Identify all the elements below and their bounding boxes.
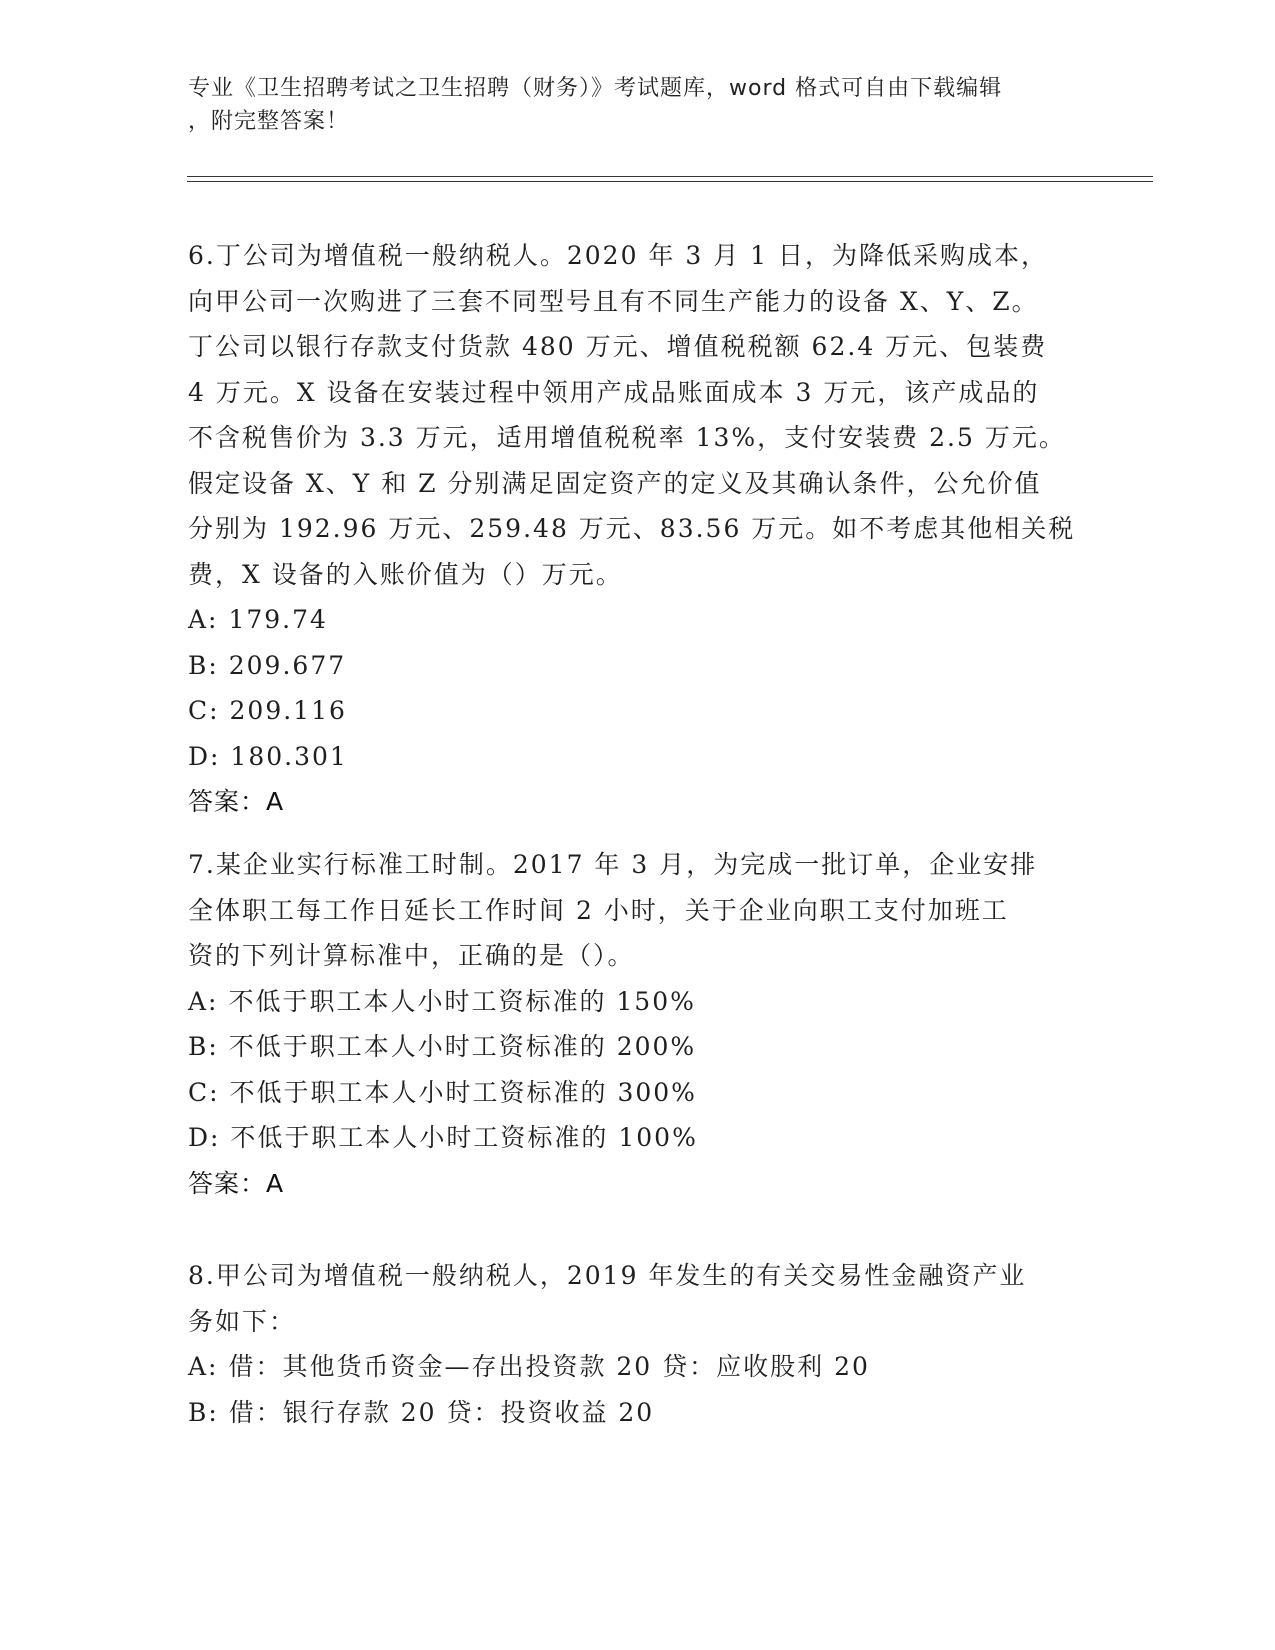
option-text: 借：银行存款 20 贷：投资收益 20 — [228, 1397, 655, 1427]
answer-line: 答案：A — [188, 1168, 285, 1198]
question-stem-line: 6.丁公司为增值税一般纳税人。2020 年 3 月 1 日，为降低采购成本， — [188, 241, 1049, 270]
header-divider-bottom — [187, 181, 1153, 182]
option-text: 180.301 — [230, 741, 348, 771]
option-text: 不低于职工本人小时工资标准的 150% — [228, 986, 696, 1016]
option-text: 不低于职工本人小时工资标准的 300% — [229, 1077, 697, 1107]
option-label: C: — [188, 696, 220, 725]
header-line-1: 专业《卫生招聘考试之卫生招聘（财务）》考试题库，word 格式可自由下载编辑 — [188, 76, 1003, 101]
question-stem-line: 不含税售价为 3.3 万元，适用增值税税率 13%，支付安装费 2.5 万元。 — [188, 423, 1066, 452]
option-label: A: — [188, 605, 219, 634]
option-text: 209.677 — [228, 650, 347, 680]
option-text: 179.74 — [228, 605, 328, 634]
option-c — [188, 688, 1088, 734]
option-text: 不低于职工本人小时工资标准的 100% — [230, 1123, 698, 1152]
question-stem-line: 8.甲公司为增值税一般纳税人，2019 年发生的有关交易性金融资产业 — [188, 1261, 1027, 1290]
option-d — [188, 1115, 1088, 1161]
option-label: D: — [188, 1123, 221, 1152]
question-stem-line: 4 万元。X 设备在安装过程中领用产成品账面成本 3 万元，该产成品的 — [188, 377, 1040, 407]
question-stem-line: 费，X 设备的入账价值为（）万元。 — [188, 559, 623, 589]
option-label: B: — [188, 1397, 219, 1427]
option-b — [188, 643, 1088, 689]
option-b — [188, 1390, 1088, 1436]
question-8 — [188, 1253, 1088, 1435]
question-stem-line: 全体职工每工作日延长工作时间 2 小时，关于企业向职工支付加班工 — [188, 895, 1009, 925]
option-text: 209.116 — [229, 696, 347, 725]
option-label: B: — [188, 650, 219, 680]
option-label: B: — [188, 1032, 219, 1061]
option-text: 不低于职工本人小时工资标准的 200% — [228, 1032, 697, 1061]
question-stem-line: 分别为 192.96 万元、259.48 万元、83.56 万元。如不考虑其他相关税 — [188, 514, 1076, 543]
option-text: 借：其他货币资金—存出投资款 20 贷：应收股利 20 — [228, 1352, 870, 1381]
option-a — [188, 597, 1088, 643]
question-7 — [188, 842, 1088, 1206]
question-stem-line: 向甲公司一次购进了三套不同型号且有不同生产能力的设备 X、Y、Z。 — [188, 286, 1039, 316]
option-d — [188, 734, 1088, 780]
header-divider-top — [187, 176, 1153, 177]
answer-line: 答案：A — [188, 787, 285, 816]
question-stem-line: 资的下列计算标准中，正确的是（）。 — [188, 941, 635, 970]
question-stem-line: 7.某企业实行标准工时制。2017 年 3 月，为完成一批订单，企业安排 — [188, 850, 1038, 879]
option-label: D: — [188, 741, 221, 771]
option-label: C: — [188, 1077, 220, 1107]
option-c — [188, 1070, 1088, 1116]
question-6 — [188, 233, 1088, 825]
option-label: A: — [188, 986, 219, 1016]
option-label: A: — [188, 1352, 219, 1381]
option-a — [188, 979, 1088, 1025]
header-line-2: ，附完整答案！ — [188, 109, 350, 134]
question-stem-line: 务如下： — [188, 1306, 297, 1336]
document-header — [188, 72, 1068, 138]
question-stem-line: 假定设备 X、Y 和 Z 分别满足固定资产的定义及其确认条件，公允价值 — [188, 468, 1042, 498]
question-stem-line: 丁公司以银行存款支付货款 480 万元、增值税税额 62.4 万元、包装费 — [188, 332, 1048, 361]
option-a — [188, 1344, 1088, 1390]
option-b — [188, 1024, 1088, 1070]
